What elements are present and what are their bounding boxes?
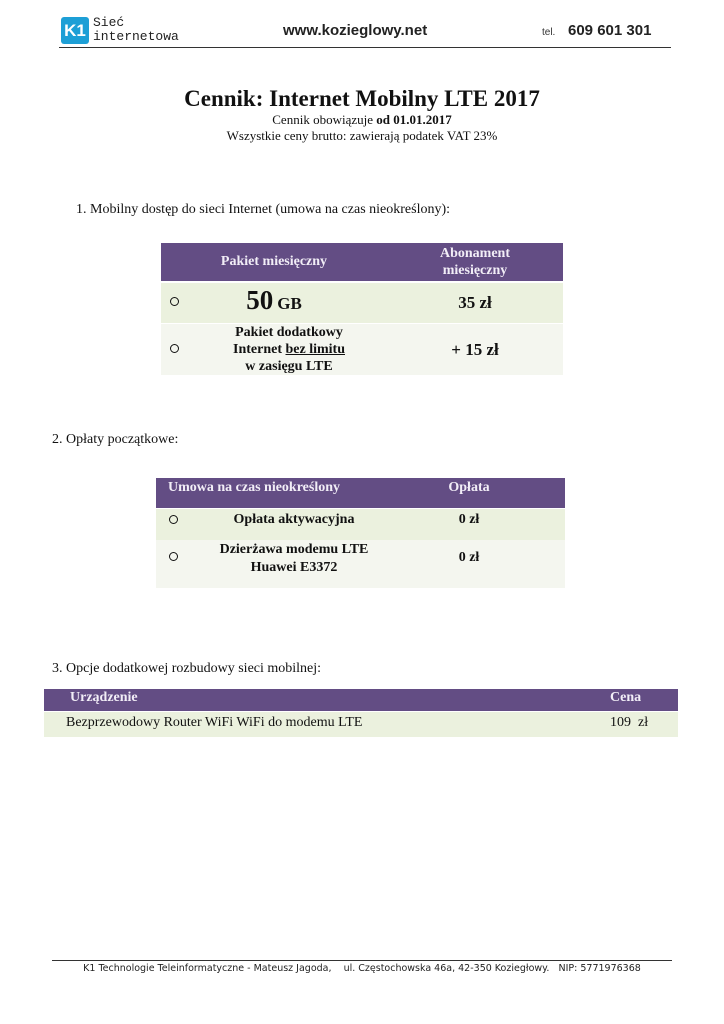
table-row [156, 540, 565, 588]
addon-line3: w zasięgu LTE [245, 359, 333, 374]
modem-rental-label [176, 541, 412, 577]
router-price: 109 zł [610, 715, 649, 730]
activation-fee-label: Opłata aktywacyjna [233, 512, 355, 527]
table1-header [161, 243, 563, 281]
page-title: Cennik: Internet Mobilny LTE 2017 [184, 86, 540, 111]
logo-line2: internetowa [93, 29, 179, 44]
table1-col-price-line2: miesięczny [442, 263, 508, 278]
logo-line1: Sieć [93, 15, 125, 30]
section3-heading: 3. Opcje dodatkowej rozbudowy sieci mobilnej: [52, 661, 322, 676]
table-row [161, 324, 563, 375]
validity-prefix: Cennik obowiązuje [272, 112, 377, 127]
table1-col-package: Pakiet miesięczny [220, 254, 328, 269]
phone-number: 609 601 301 [568, 22, 652, 39]
footer-divider [52, 960, 672, 961]
addon-no-limit: bez limitu [285, 342, 345, 357]
section2-heading: 2. Opłaty początkowe: [52, 432, 179, 447]
addon-line2-prefix: Internet [233, 342, 286, 357]
validity-date [0, 112, 724, 128]
addon-line1: Pakiet dodatkowy [235, 325, 343, 340]
package-size-unit: GB [277, 294, 302, 313]
footer-text: K1 Technologie Teleinformatyczne - Mateusz Jagoda, ul. Częstochowska 46a, 42-350 Koziegłowy. NIP: 5771976368 [83, 963, 641, 974]
router-label: Bezprzewodowy Router WiFi WiFi do modemu LTE [66, 715, 363, 730]
table1-col-price-line1: Abonament [439, 246, 510, 261]
table-row [44, 712, 678, 737]
table3-col-price: Cena [610, 690, 642, 705]
vat-note: Wszystkie ceny brutto: zawierają podatek VAT 23% [226, 128, 498, 143]
table2-col-fee: Opłata [448, 480, 490, 495]
logo-mark: K1 [61, 17, 89, 44]
modem-rental-line1: Dzierżawa modemu LTE [219, 542, 369, 557]
table3-col-device: Urządzenie [70, 690, 138, 705]
tel-label: tel. [542, 27, 556, 38]
logo-text [93, 16, 179, 44]
package-size-value: 50 [246, 285, 274, 315]
modem-rental-line2: Huawei E3372 [250, 560, 338, 575]
website-link[interactable]: www.kozieglowy.net [283, 22, 428, 39]
table-row [156, 509, 565, 540]
addon-line2 [161, 341, 417, 358]
header-divider [59, 47, 671, 48]
section1-heading: 1. Mobilny dostęp do sieci Internet (umowa na czas nieokreślony): [76, 202, 451, 217]
table2-col-contract: Umowa na czas nieokreślony [168, 480, 341, 495]
validity-date-value: od 01.01.2017 [376, 112, 452, 127]
table3-header [44, 689, 678, 711]
package-size [161, 285, 387, 316]
addon-price: + 15 zł [451, 340, 499, 359]
table-row [161, 283, 563, 323]
package-price: 35 zł [458, 293, 492, 312]
modem-rental-price: 0 zł [458, 550, 480, 565]
activation-fee-price: 0 zł [458, 512, 480, 527]
table2-header [156, 478, 565, 508]
addon-package [161, 324, 417, 375]
table1-col-price [387, 245, 563, 279]
